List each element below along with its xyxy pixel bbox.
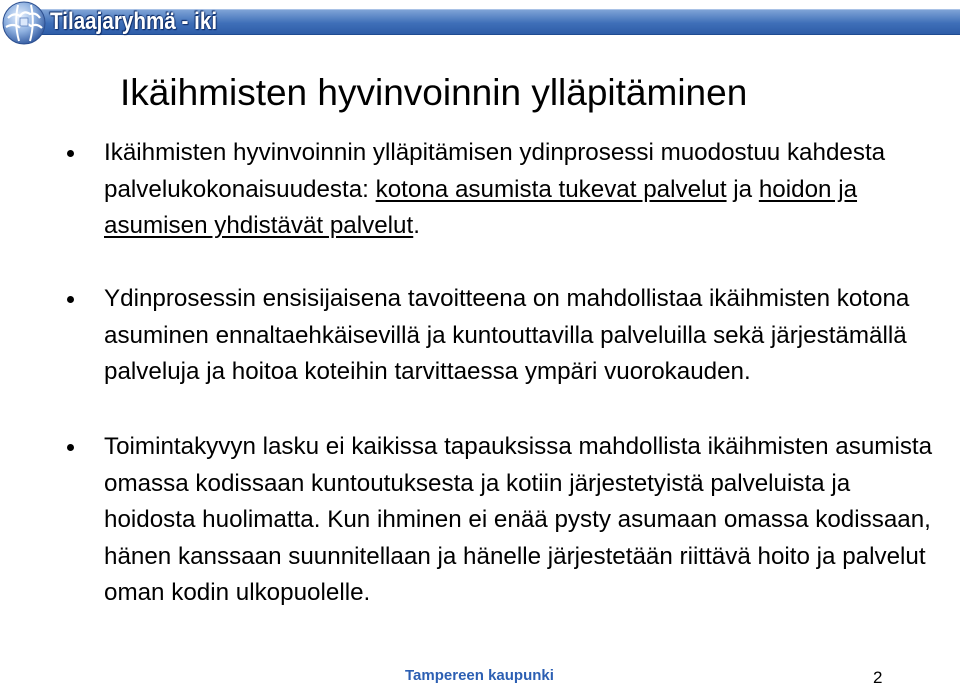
globe-puzzle-icon: [0, 0, 48, 46]
bullet-dot: [67, 444, 74, 451]
bullet-3-text: Toimintakyvyn lasku ei kaikissa tapauksissa mahdollista ikäihmisten asumista omassa kodissaan kuntoutuksesta ja kotiin järjestetyistä palveluista ja hoidosta huolimatta. Kun ihminen ei enää pysty asumaan omassa kodissaan, hänen kanssaan suunnitellaan ja hänelle järjestetään riittävä hoito ja palvelut oman kodin ulkopuolelle.: [104, 433, 933, 606]
bullet-item-2: [104, 281, 934, 391]
link-kotona-asumista[interactable]: kotona asumista tukevat palvelut: [375, 175, 727, 203]
slide-title: Ikäihmisten hyvinvoinnin ylläpitäminen: [120, 72, 748, 113]
bullet-dot: [67, 150, 74, 157]
bullet-item-1: [104, 135, 934, 245]
footer-organization: Tampereen kaupunki: [405, 667, 554, 684]
link-hoidon-ja-asumisen[interactable]: hoidon ja asumisen yhdistävät palvelut: [104, 175, 858, 239]
brand-title: Tilaajaryhmä - iki: [50, 8, 218, 35]
bullet-dot: [67, 296, 74, 303]
bullet-1-text-c: .: [413, 212, 420, 239]
bullet-1-text-b: ja: [726, 175, 759, 203]
bullet-1-text-a: Ikäihmisten hyvinvoinnin ylläpitämisen ydinprosessi muodostuu kahdesta palvelukokonaisuudesta:: [104, 139, 886, 203]
bullet-2-text: Ydinprosessin ensisijaisena tavoitteena on mahdollistaa ikäihmisten kotona asuminen ennaltaehkäisevillä ja kuntouttavilla palveluilla sekä järjestämällä palveluja ja hoitoa koteihin tarvittaessa ympäri vuorokauden.: [104, 285, 910, 385]
page-number: 2: [873, 668, 883, 687]
header-banner: [0, 0, 960, 46]
bullet-item-3: [104, 429, 934, 612]
